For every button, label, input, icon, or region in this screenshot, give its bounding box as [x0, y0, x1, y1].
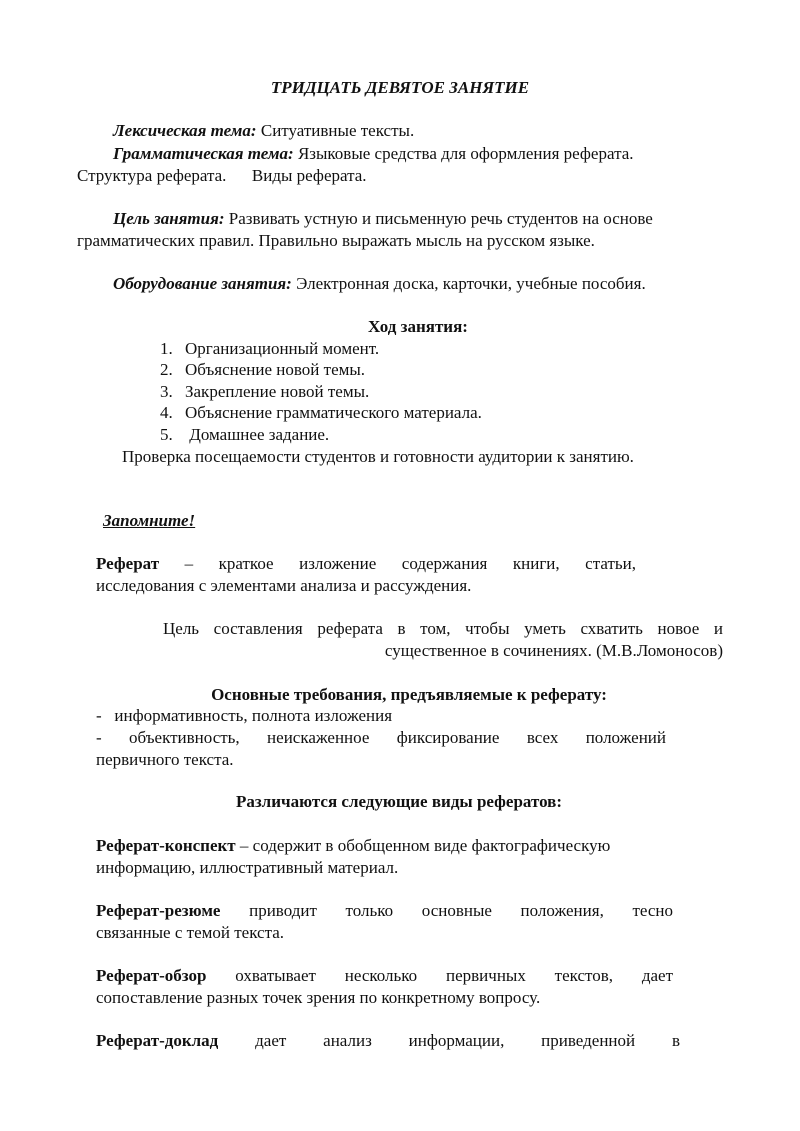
- requirement-item: - объективность, неискаженное фиксирование всех положений: [96, 728, 666, 747]
- lesson-goal-text: Развивать устную и письменную речь студентов на основе: [224, 209, 653, 228]
- grammar-theme-text: Языковые средства для оформления реферата.: [293, 144, 634, 163]
- list-item-number: 2.: [160, 360, 173, 379]
- list-item: [160, 402, 482, 424]
- referat-type: [96, 900, 673, 922]
- referat-type-text: дает анализ информации, приведенной в: [218, 1031, 680, 1050]
- list-item-text: Закрепление новой темы.: [185, 382, 370, 401]
- page-title: ТРИДЦАТЬ ДЕВЯТОЕ ЗАНЯТИЕ: [270, 78, 530, 97]
- course-heading: Ход занятия:: [368, 317, 468, 336]
- quote-line: существенное в сочинениях. (М.В.Ломоносов): [384, 641, 723, 660]
- referat-type-line2: информацию, иллюстративный материал.: [96, 858, 399, 877]
- lexical-theme: [113, 120, 414, 142]
- list-item-number: 3.: [160, 382, 173, 401]
- list-item-text: Объяснение грамматического материала.: [185, 403, 482, 422]
- referat-type-term: Реферат-обзор: [96, 966, 207, 985]
- referat-type-text: приводит только основные положения, тесно: [220, 901, 673, 920]
- list-item: [160, 381, 369, 403]
- grammar-theme-line2: Структура реферата. Виды реферата.: [77, 166, 367, 185]
- referat-definition-line2: исследования с элементами анализа и рассуждения.: [96, 576, 472, 595]
- lesson-goal: [113, 208, 653, 230]
- referat-type-text: охватывает несколько первичных текстов, дает: [206, 966, 673, 985]
- requirement-item-line2: первичного текста.: [96, 750, 234, 769]
- referat-type: [96, 1030, 680, 1052]
- referat-type-line2: связанные с темой текста.: [96, 923, 285, 942]
- referat-type-text: – содержит в обобщенном виде фактографическую: [235, 836, 611, 855]
- lexical-theme-label: Лексическая тема:: [113, 121, 257, 140]
- referat-term: Реферат: [96, 554, 160, 573]
- list-item-number: 5.: [160, 425, 173, 444]
- referat-type: [96, 965, 673, 987]
- requirement-item: - информативность, полнота изложения: [96, 706, 393, 725]
- grammar-theme-label: Грамматическая тема:: [113, 144, 294, 163]
- referat-type: [96, 835, 610, 857]
- grammar-theme: [113, 143, 634, 165]
- lexical-theme-text: Ситуативные тексты.: [256, 121, 415, 140]
- lesson-goal-line2: грамматических правил. Правильно выражать мысль на русском языке.: [77, 231, 595, 250]
- list-item-text: Объяснение новой темы.: [185, 360, 366, 379]
- list-item: [160, 338, 379, 360]
- referat-definition: [96, 553, 636, 575]
- referat-type-term: Реферат-конспект: [96, 836, 236, 855]
- list-item-text: Организационный момент.: [185, 339, 380, 358]
- remember-heading: Запомните!: [103, 511, 196, 530]
- lesson-equipment-label: Оборудование занятия:: [113, 274, 292, 293]
- quote-line: Цель составления реферата в том, чтобы уметь схватить новое и: [163, 619, 723, 638]
- list-item-number: 1.: [160, 339, 173, 358]
- referat-type-term: Реферат-доклад: [96, 1031, 219, 1050]
- lesson-goal-label: Цель занятия:: [113, 209, 225, 228]
- lesson-equipment-text: Электронная доска, карточки, учебные пособия.: [291, 274, 646, 293]
- requirements-heading: Основные требования, предъявляемые к реферату:: [211, 685, 607, 704]
- list-item: [160, 359, 365, 381]
- attendance-check: Проверка посещаемости студентов и готовности аудитории к занятию.: [122, 447, 634, 466]
- referat-type-term: Реферат-резюме: [96, 901, 221, 920]
- lesson-equipment: [113, 273, 646, 295]
- referat-definition-text: – краткое изложение содержания книги, статьи,: [159, 554, 636, 573]
- list-item: [160, 424, 329, 446]
- referat-type-line2: сопоставление разных точек зрения по конкретному вопросу.: [96, 988, 541, 1007]
- list-item-text: Домашнее задание.: [185, 425, 330, 444]
- types-heading: Различаются следующие виды рефератов:: [235, 792, 563, 811]
- list-item-number: 4.: [160, 403, 173, 422]
